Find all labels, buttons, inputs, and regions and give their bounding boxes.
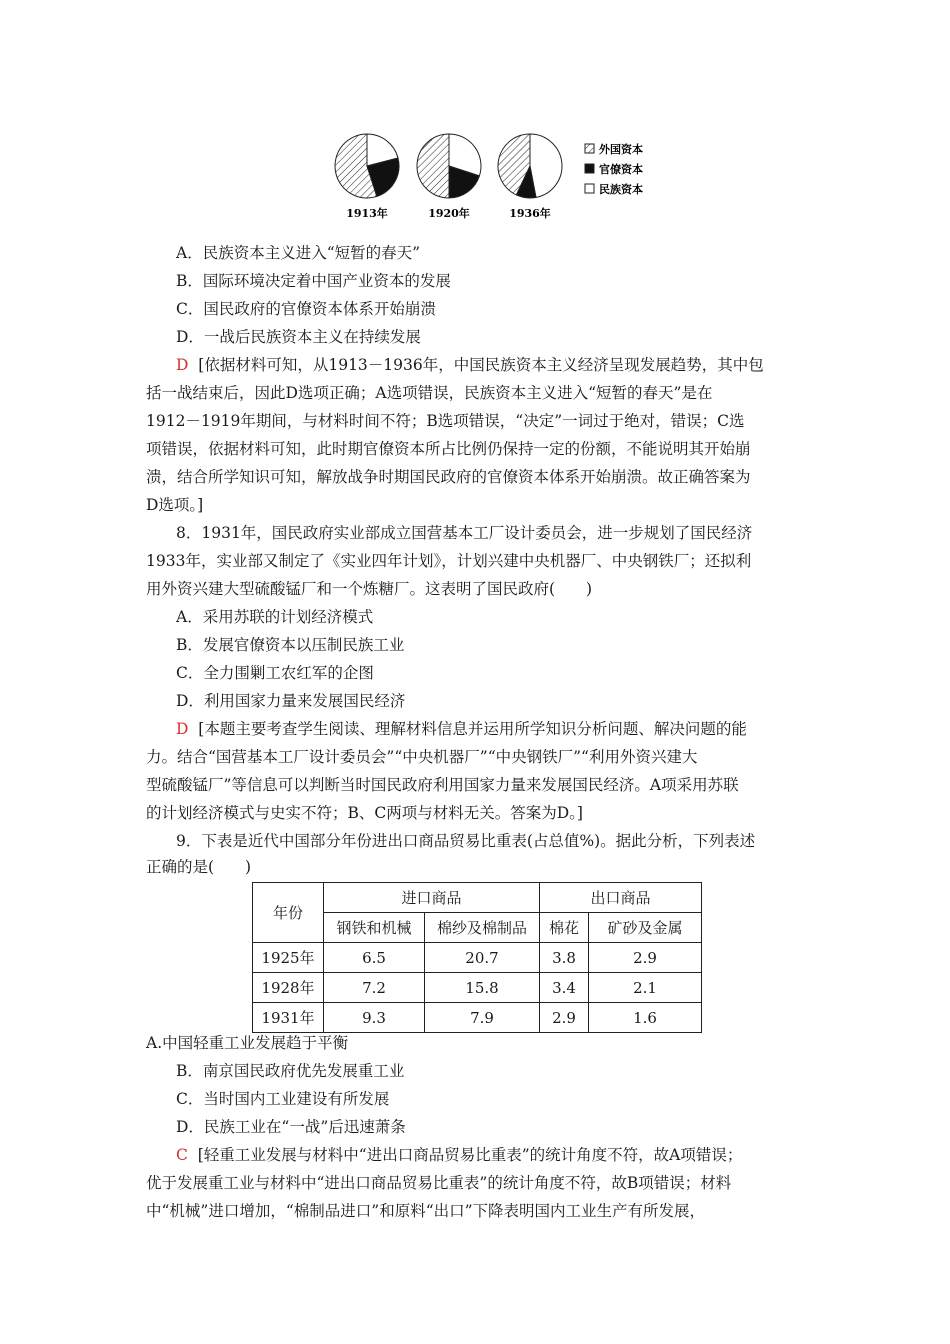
table-row: 1928年 7.2 15.8 3.4 2.1 [253,973,702,1003]
q9-stem-line-1: 9．下表是近代中国部分年份进出口商品贸易比重表(占总值%)。据此分析，下列表述 [176,832,756,850]
q8-explanation-line-2: 力。结合“国营基本工厂设计委员会”“中央机器厂”“中央钢铁厂”“利用外资兴建大 [146,748,698,766]
pie-year-label: 1936年 [509,207,551,220]
q8-stem-line-3: 用外资兴建大型硫酸锰厂和一个炼糖厂。这表明了国民政府( ) [146,580,593,598]
q9-answer: C [176,1146,188,1164]
table-subheader: 棉纱及棉制品 [425,913,540,943]
table-row: 1931年 9.3 7.9 2.9 1.6 [253,1003,702,1033]
q7-explanation-line-4: 项错误，依据材料可知，此时期官僚资本所占比例仍保持一定的份额，不能说明其开始崩 [146,440,751,458]
q9-explanation-line-1: C [轻重工业发展与材料中“进出口商品贸易比重表”的统计角度不符，故A项错误； [176,1146,743,1164]
q9-stem-line-2: 正确的是( ) [146,858,252,876]
q9-option-a: A.中国轻重工业发展趋于平衡 [146,1034,349,1052]
q8-explanation-line-1: D [本题主要考查学生阅读、理解材料信息并运用所学知识分析问题、解决问题的能 [176,720,747,738]
legend-label: 官僚资本 [599,163,643,176]
capital-pie-figure [330,128,660,228]
table-row: 1925年 6.5 20.7 3.8 2.9 [253,943,702,973]
q8-option-c: C．全力围剿工农红军的企图 [176,664,374,682]
q7-explanation-line-1: D [依据材料可知，从1913－1936年，中国民族资本主义经济呈现发展趋势，其中包 [176,356,764,374]
pie-year-label: 1913年 [346,207,388,220]
trade-ratio-table [252,882,702,1033]
q7-option-d: D．一战后民族资本主义在持续发展 [176,328,421,346]
q8-answer: D [176,720,189,738]
q7-option-c: C．国民政府的官僚资本体系开始崩溃 [176,300,436,318]
q8-option-b: B．发展官僚资本以压制民族工业 [176,636,405,654]
table-header-export: 出口商品 [540,883,702,913]
pie-year-label: 1920年 [428,207,470,220]
table-subheader: 矿砂及金属 [589,913,702,943]
q9-option-b: B．南京国民政府优先发展重工业 [176,1062,405,1080]
table-header-year: 年份 [253,883,324,943]
legend-swatch [585,144,594,153]
table-subheader: 钢铁和机械 [324,913,425,943]
table-header-import: 进口商品 [324,883,540,913]
q8-option-a: A．采用苏联的计划经济模式 [176,608,374,626]
q7-explanation-line-2: 括一战结束后，因此D选项正确；A选项错误，民族资本主义进入“短暂的春天”是在 [146,384,713,402]
q8-stem-line-1: 8．1931年，国民政府实业部成立国营基本工厂设计委员会，进一步规划了国民经济 [176,524,753,542]
q7-explanation-line-5: 溃，结合所学知识可知，解放战争时期国民政府的官僚资本体系开始崩溃。故正确答案为 [146,468,751,486]
q9-option-d: D．民族工业在“一战”后迅速萧条 [176,1118,406,1136]
q7-explanation-line-3: 1912－1919年期间，与材料时间不符；B选项错误，“决定”一词过于绝对，错误；C选 [146,412,745,430]
legend-label: 外国资本 [599,143,643,156]
q9-explanation-line-3: 中“机械”进口增加，“棉制品进口”和原料“出口”下降表明国内工业生产有所发展， [146,1202,706,1220]
q9-explanation-line-2: 优于发展重工业与材料中“进出口商品贸易比重表”的统计角度不符，故B项错误；材料 [146,1174,732,1192]
q8-explanation-line-3: 型硫酸锰厂”等信息可以判断当时国民政府利用国家力量来发展国民经济。A项采用苏联 [146,776,739,794]
q7-option-b: B．国际环境决定着中国产业资本的发展 [176,272,451,290]
q8-explanation-line-4: 的计划经济模式与史实不符；B、C两项与材料无关。答案为D。] [146,804,583,822]
pie-chart-svg [330,128,660,228]
table-subheader: 棉花 [540,913,589,943]
q8-stem-line-2: 1933年，实业部又制定了《实业四年计划》，计划兴建中央机器厂、中央钢铁厂；还拟利 [146,552,752,570]
pie-slice-national [530,134,562,197]
legend-swatch [585,184,594,193]
q7-answer: D [176,356,189,374]
q7-explanation-line-6: D选项。] [146,496,204,514]
pie-slice-foreign [417,134,449,198]
legend-label: 民族资本 [599,183,643,196]
q7-option-a: A．民族资本主义进入“短暂的春天” [176,244,421,262]
q8-option-d: D．利用国家力量来发展国民经济 [176,692,406,710]
q9-option-c: C．当时国内工业建设有所发展 [176,1090,390,1108]
legend-swatch [585,164,594,173]
